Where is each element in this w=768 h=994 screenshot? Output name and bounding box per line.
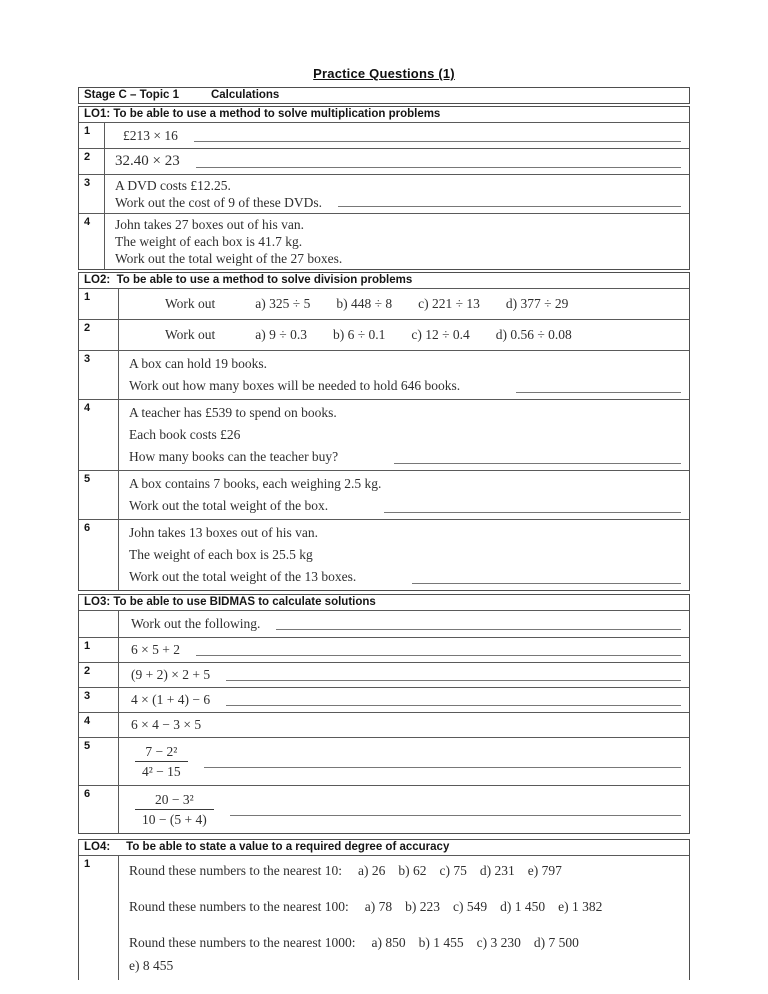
text-segment: e) 8 455	[129, 958, 174, 973]
question-line	[131, 614, 681, 634]
text-segment: The weight of each box is 41.7 kg.	[115, 234, 303, 249]
question-cell	[119, 713, 689, 737]
section-heading: LO1: To be able to use a method to solve multiplication problems	[79, 107, 689, 123]
question-row	[79, 856, 689, 980]
fraction-denominator: 4² − 15	[142, 764, 181, 779]
question-number: 1	[79, 289, 119, 319]
section-heading: LO2: To be able to use a method to solve division problems	[79, 273, 689, 289]
question-line	[129, 860, 681, 881]
text-segment: Round these numbers to the nearest 1000:	[129, 935, 356, 950]
section-heading: LO3: To be able to use BIDMAS to calculate solutions	[79, 595, 689, 611]
question-cell	[119, 471, 689, 519]
answer-line	[226, 705, 681, 706]
text-segment: c) 3 230	[476, 935, 521, 950]
section-heading: LO4: To be able to state a value to a required degree of accuracy	[79, 840, 689, 856]
answer-line	[412, 583, 681, 584]
question-line	[131, 715, 681, 735]
question-line	[129, 896, 681, 917]
fraction-numerator: 7 − 2²	[135, 743, 188, 762]
question-row	[79, 214, 689, 269]
question-line	[129, 424, 681, 446]
answer-line	[196, 655, 681, 656]
text-segment: d) 1 450	[500, 899, 546, 914]
answer-line	[194, 141, 681, 142]
question-line	[115, 151, 681, 172]
question-line	[115, 216, 681, 233]
question-number: 4	[79, 214, 105, 269]
question-line	[129, 932, 681, 953]
text-segment: b) 62	[398, 863, 427, 878]
question-number: 2	[79, 320, 119, 350]
answer-line	[338, 206, 681, 207]
question-line	[165, 324, 681, 346]
question-cell	[119, 320, 689, 350]
question-cell	[119, 786, 689, 833]
text-segment: d) 7 500	[533, 935, 579, 950]
question-number: 2	[79, 149, 105, 174]
question-number: 6	[79, 786, 119, 833]
text-segment: b) 223	[405, 899, 440, 914]
answer-line	[276, 629, 681, 630]
text-segment: A DVD costs £12.25.	[115, 178, 231, 193]
question-line	[129, 566, 681, 588]
question-row	[79, 351, 689, 400]
text-segment: Work out the total weight of the 13 boxes.	[129, 569, 357, 584]
question-line	[131, 740, 681, 783]
question-line	[129, 522, 681, 544]
question-cell	[119, 856, 689, 980]
fraction-denominator: 10 − (5 + 4)	[142, 812, 207, 827]
question-cell	[119, 289, 689, 319]
text-segment: a) 850	[371, 935, 406, 950]
question-cell	[119, 520, 689, 590]
page-title: Practice Questions (1)	[313, 66, 455, 81]
question-line	[115, 250, 681, 267]
question-row	[79, 520, 689, 590]
question-line	[131, 665, 681, 685]
text-segment: e) 797	[527, 863, 562, 878]
answer-line	[230, 815, 681, 816]
answer-line	[204, 767, 681, 768]
text-segment: a) 9 ÷ 0.3	[255, 327, 307, 342]
question-number: 3	[79, 351, 119, 399]
answer-line	[384, 512, 681, 513]
text-segment: Work out the cost of 9 of these DVDs.	[115, 195, 323, 210]
answer-line	[516, 392, 681, 393]
text-segment: Work out	[165, 296, 216, 311]
text-segment: Work out the total weight of the box.	[129, 498, 329, 513]
text-segment: Work out how many boxes will be needed to hold 646 books.	[129, 378, 461, 393]
section-lo1	[78, 106, 690, 270]
question-number: 1	[79, 856, 119, 980]
question-cell	[119, 400, 689, 470]
fraction	[135, 791, 214, 828]
text-segment: How many books can the teacher buy?	[129, 449, 339, 464]
section-lo3	[78, 594, 690, 834]
question-number: 3	[79, 688, 119, 712]
question-number: 5	[79, 738, 119, 785]
fraction-numerator: 20 − 3²	[135, 791, 214, 810]
text-segment: (9 + 2) × 2 + 5	[131, 667, 211, 682]
text-segment: John takes 27 boxes out of his van.	[115, 217, 304, 232]
text-segment: 4 × (1 + 4) − 6	[131, 692, 211, 707]
question-line	[123, 125, 681, 146]
question-line	[115, 194, 681, 211]
text-segment: 6 × 5 + 2	[131, 642, 180, 657]
section-lo2	[78, 272, 690, 591]
text-segment: c) 12 ÷ 0.4	[411, 327, 470, 342]
question-cell	[105, 214, 689, 269]
question-line	[129, 353, 681, 375]
question-line	[131, 788, 681, 831]
question-row	[79, 471, 689, 520]
question-cell	[119, 738, 689, 785]
answer-line	[394, 463, 681, 464]
question-line	[131, 690, 681, 710]
text-segment: c) 75	[439, 863, 467, 878]
text-segment: a) 26	[357, 863, 386, 878]
text-segment: £213 × 16	[123, 128, 178, 143]
question-row	[79, 320, 689, 351]
question-row	[79, 611, 689, 638]
question-line	[115, 233, 681, 250]
text-segment: John takes 13 boxes out of his van.	[129, 525, 318, 540]
text-segment: e) 1 382	[558, 899, 603, 914]
question-line	[165, 293, 681, 315]
question-row	[79, 713, 689, 738]
question-number: 4	[79, 400, 119, 470]
text-segment: d) 377 ÷ 29	[505, 296, 569, 311]
question-line	[129, 446, 681, 468]
question-row	[79, 149, 689, 175]
question-number: 5	[79, 471, 119, 519]
question-number	[79, 611, 119, 637]
section-lo4	[78, 839, 690, 980]
answer-line	[226, 680, 681, 681]
question-cell	[119, 638, 689, 662]
question-row	[79, 289, 689, 320]
text-segment: Round these numbers to the nearest 100:	[129, 899, 349, 914]
text-segment: A box can hold 19 books.	[129, 356, 267, 371]
text-segment: d) 0.56 ÷ 0.08	[495, 327, 572, 342]
text-segment: Round these numbers to the nearest 10:	[129, 863, 342, 878]
text-segment: b) 6 ÷ 0.1	[332, 327, 386, 342]
worksheet-table	[78, 87, 690, 980]
text-segment: 32.40 × 23	[115, 153, 180, 169]
question-row	[79, 175, 689, 214]
question-row	[79, 400, 689, 471]
question-line	[129, 375, 681, 397]
question-number: 2	[79, 663, 119, 687]
question-line	[129, 473, 681, 495]
text-segment: c) 549	[452, 899, 488, 914]
text-segment: Each book costs £26	[129, 427, 241, 442]
question-cell	[105, 149, 689, 174]
question-row	[79, 663, 689, 688]
text-segment: A box contains 7 books, each weighing 2.5 kg.	[129, 476, 382, 491]
question-line	[129, 544, 681, 566]
text-segment: d) 231	[479, 863, 515, 878]
question-row	[79, 786, 689, 833]
fraction	[135, 743, 188, 780]
question-line	[129, 955, 681, 976]
table-header: Stage C – Topic 1 Calculations	[78, 87, 690, 104]
question-number: 1	[79, 123, 105, 148]
question-line	[131, 640, 681, 660]
question-cell	[119, 663, 689, 687]
question-row	[79, 123, 689, 149]
question-row	[79, 638, 689, 663]
question-number: 1	[79, 638, 119, 662]
text-segment: a) 325 ÷ 5	[255, 296, 311, 311]
question-cell	[119, 688, 689, 712]
question-cell	[119, 611, 689, 637]
text-segment: c) 221 ÷ 13	[418, 296, 480, 311]
question-cell	[119, 351, 689, 399]
text-segment: The weight of each box is 25.5 kg	[129, 547, 313, 562]
text-segment: A teacher has £539 to spend on books.	[129, 405, 337, 420]
text-segment: b) 448 ÷ 8	[336, 296, 393, 311]
question-cell	[105, 123, 689, 148]
answer-line	[196, 167, 681, 168]
question-line	[129, 495, 681, 517]
text-segment: Work out	[165, 327, 216, 342]
text-segment: 6 × 4 − 3 × 5	[131, 717, 202, 732]
question-line	[115, 177, 681, 194]
question-number: 4	[79, 713, 119, 737]
text-segment: b) 1 455	[418, 935, 464, 950]
text-segment: Work out the total weight of the 27 boxes.	[115, 251, 343, 266]
text-segment: a) 78	[364, 899, 393, 914]
question-row	[79, 738, 689, 786]
question-number: 6	[79, 520, 119, 590]
question-number: 3	[79, 175, 105, 213]
question-line	[129, 402, 681, 424]
question-cell	[105, 175, 689, 213]
question-row	[79, 688, 689, 713]
text-segment: Work out the following.	[131, 616, 261, 631]
